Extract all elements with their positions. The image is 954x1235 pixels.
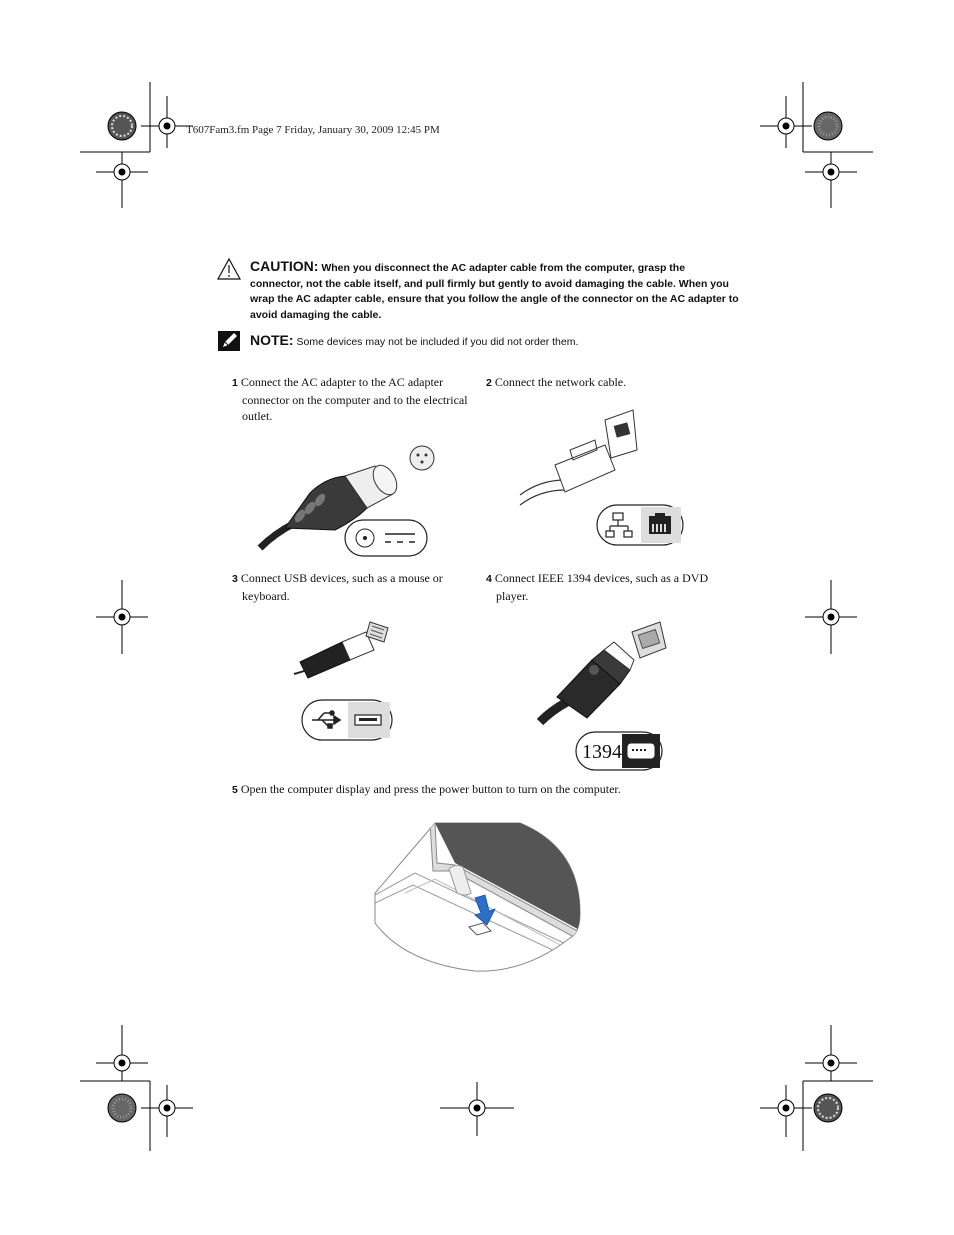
step-5: [232, 781, 752, 799]
note-label: NOTE:: [250, 332, 294, 348]
step-number: 1: [232, 377, 238, 389]
caution-text: When you disconnect the AC adapter cable from the computer, grasp the connector, not the cable itself, and pull firmly but gently to avoid damaging the cable. When you wrap the AC adapter cable, ensure that you follow the angle of the connector on the AC adapter to avoid damaging the cable.: [250, 262, 739, 321]
step-number: 4: [486, 573, 492, 585]
step-number: 5: [232, 784, 238, 796]
caution-triangle-icon: [217, 258, 241, 280]
step-text: Connect USB devices, such as a mouse or keyboard.: [240, 571, 443, 603]
step-number: 3: [232, 573, 238, 585]
power-button-illustration: [375, 823, 585, 973]
caution-block: [250, 259, 740, 323]
note-text: Some devices may not be included if you did not order them.: [296, 336, 579, 348]
note-block: [250, 332, 740, 348]
step-1: [232, 374, 482, 425]
step-3: [232, 570, 482, 604]
ac-adapter-illustration: [255, 438, 455, 568]
network-cable-illustration: [515, 410, 695, 550]
usb-illustration: [292, 612, 442, 742]
print-slug: T607Fam3.fm Page 7 Friday, January 30, 2009 12:45 PM: [186, 124, 440, 136]
step-text: Connect the network cable.: [494, 375, 627, 389]
firewire-label: 1394: [582, 741, 622, 763]
ieee1394-illustration: [532, 622, 682, 772]
step-text: Connect the AC adapter to the AC adapter connector on the computer and to the electrical outlet.: [240, 375, 468, 423]
caution-label: CAUTION:: [250, 258, 319, 274]
step-4: [486, 570, 716, 604]
step-text: Connect IEEE 1394 devices, such as a DVD player.: [494, 571, 709, 603]
note-pencil-icon: [217, 330, 241, 352]
step-number: 2: [486, 377, 492, 389]
step-2: [486, 374, 736, 392]
step-text: Open the computer display and press the power button to turn on the computer.: [240, 782, 621, 796]
